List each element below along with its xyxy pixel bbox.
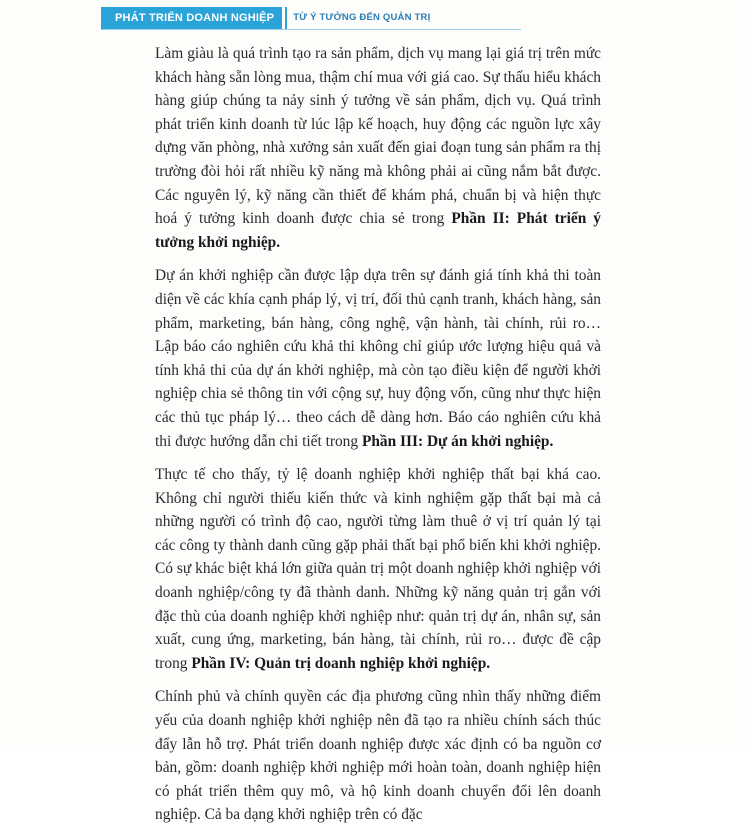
section-reference: Phần II: Phát triển ý tưởng khởi nghiệp. [155, 210, 601, 251]
book-subtitle: TỪ Ý TƯỞNG ĐẾN QUẢN TRỊ [293, 12, 431, 23]
paragraph-4: Chính phủ và chính quyền các địa phương cũng nhìn thấy những điểm yếu của doanh nghiệp khởi nghiệp nên đã tạo ra nhiều chính sách thúc đẩy lẫn hỗ trợ. Phát triển doanh nghiệp được xác định có ba nguồn cơ bản, gồm: doanh nghiệp khởi nghiệp mới hoàn toàn, doanh nghiệp hiện có phát triển thêm quy mô, và hộ kinh doanh chuyển đổi lên doanh nghiệp. Cả ba dạng khởi nghiệp trên có đặc [155, 688, 601, 824]
paragraph-2: Dự án khởi nghiệp cần được lập dựa trên sự đánh giá tính khả thi toàn diện về các khía cạnh pháp lý, vị trí, đối thủ cạnh tranh, khách hàng, sản phẩm, marketing, bán hàng, công nghệ, vận hành, tài chính, rủi ro… Lập báo cáo nghiên cứu khả thi không chỉ giúp ước lượng hiệu quả và tính khả thi của dự án khởi nghiệp, mà còn tạo điều kiện để người khởi nghiệp chia sẻ thông tin với cộng sự, huy động vốn, cũng như thực hiện các thủ tục pháp lý… theo cách dễ dàng hơn. Báo cáo nghiên cứu khả thi được hướng dẫn chi tiết trong Phần III: Dự án khởi nghiệp. [155, 267, 601, 450]
body-text [155, 42, 601, 837]
section-reference: Phần IV: Quản trị doanh nghiệp khởi nghiệp. [191, 654, 491, 672]
paragraph-3: Thực tế cho thấy, tỷ lệ doanh nghiệp khởi nghiệp thất bại khá cao. Không chỉ người thiếu kiến thức và kinh nghiệm gặp thất bại mà cả những người có trình độ cao, người từng làm thuê ở vị trí quản lý tại các công ty thành danh cũng gặp phải thất bại phổ biến khi khởi nghiệp. Có sự khác biệt khá lớn giữa quản trị một doanh nghiệp khởi nghiệp với doanh nghiệp/công ty đã thành danh. Những kỹ năng quản trị gắn với đặc thù của doanh nghiệp khởi nghiệp như: quản trị dự án, nhân sự, sản xuất, cung ứng, marketing, bán hàng, tài chính, rủi ro… được đề cập trong Phần IV: Quản trị doanh nghiệp khởi nghiệp. [155, 466, 601, 672]
running-header [101, 7, 430, 29]
header-rule [101, 29, 521, 30]
section-reference: Phần III: Dự án khởi nghiệp. [361, 432, 554, 450]
section-title: PHÁT TRIỂN DOANH NGHIỆP [101, 7, 282, 29]
paragraph-1: Làm giàu là quá trình tạo ra sản phẩm, dịch vụ mang lại giá trị trên mức khách hàng sẵn lòng mua, thậm chí mua với giá cao. Sự thấu hiểu khách hàng giúp chúng ta nảy sinh ý tưởng về sản phẩm, dịch vụ. Quá trình phát triển kinh doanh từ lúc lập kế hoạch, huy động các nguồn lực xây dựng văn phòng, nhà xưởng sản xuất đến giai đoạn tung sản phẩm ra thị trường đòi hỏi rất nhiều kỹ năng mà không phải ai cũng nắm bắt được. Các nguyên lý, kỹ năng cần thiết để khám phá, chuẩn bị và hiện thực hoá ý tưởng kinh doanh được chia sẻ trong Phần II: Phát triển ý tưởng khởi nghiệp. [155, 45, 601, 251]
